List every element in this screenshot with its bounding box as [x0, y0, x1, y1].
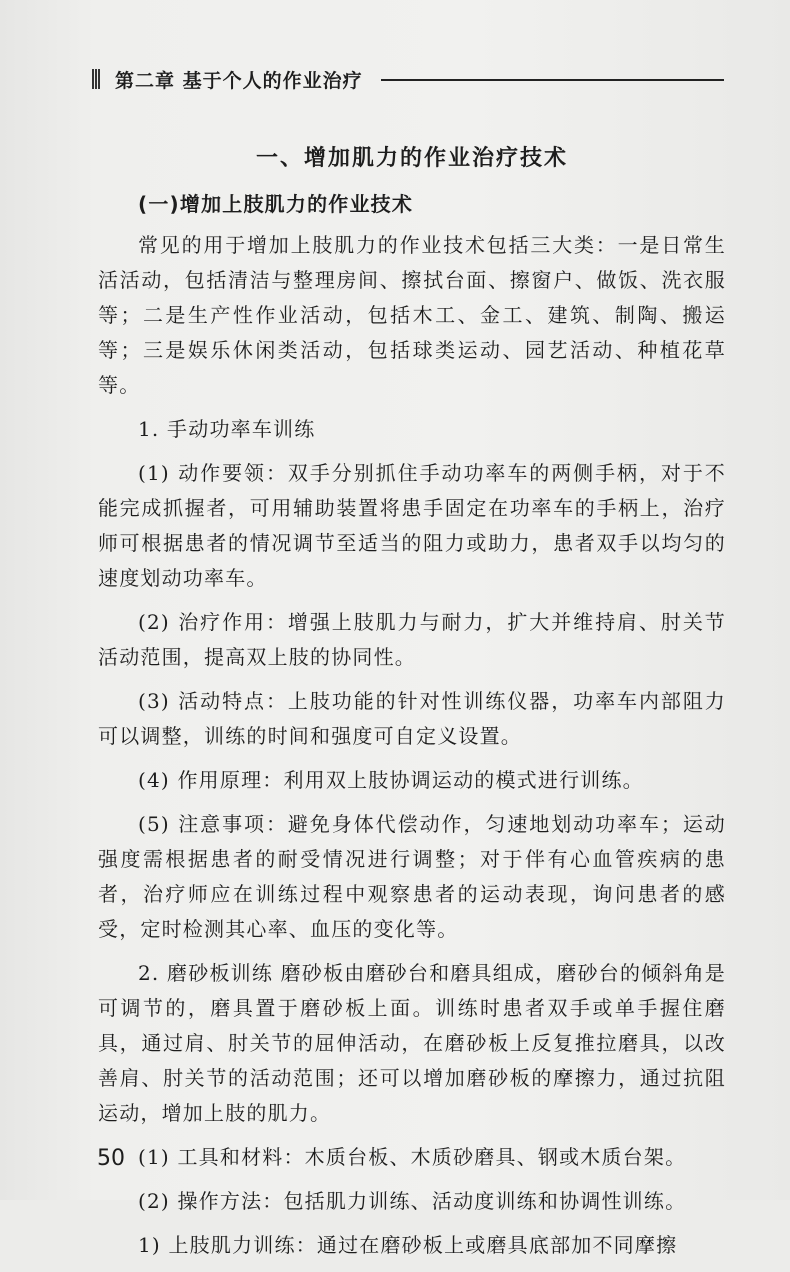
header-rule: [381, 79, 724, 81]
running-head: [92, 64, 724, 94]
paragraph: (2) 治疗作用：增强上肢肌力与耐力，扩大并维持肩、肘关节活动范围，提高双上肢的协同性。: [98, 610, 726, 669]
chapter-title: 第二章 基于个人的作业治疗: [115, 69, 363, 92]
paragraph: (5) 注意事项：避免身体代偿动作，匀速地划动功率车；运动强度需根据患者的耐受情况进行调整；对于伴有心血管疾病的患者，治疗师应在训练过程中观察患者的运动表现，询问患者的感受，定时检测其心率、血压的变化等。: [98, 812, 726, 941]
section-title: 一、增加肌力的作业治疗技术: [255, 145, 568, 171]
paragraph: (4) 作用原理：利用双上肢协调运动的模式进行训练。: [138, 768, 644, 792]
paragraph: (1) 工具和材料：木质台板、木质砂磨具、钢或木质台架。: [138, 1145, 687, 1169]
page-number: 50: [97, 1146, 125, 1171]
subsection-title: (一)增加上肢肌力的作业技术: [138, 192, 414, 216]
paragraph: 2. 磨砂板训练 磨砂板由磨砂台和磨具组成，磨砂台的倾斜角是可调节的，磨具置于磨砂板上面。训练时患者双手或单手握住磨具，通过肩、肘关节的屈伸活动，在磨砂板上反复推拉磨具，以改善肩、肘关节的活动范围；还可以增加磨砂板的摩擦力，通过抗阻运动，增加上肢的肌力。: [98, 961, 726, 1125]
paragraph: (2) 操作方法：包括肌力训练、活动度训练和协调性训练。: [138, 1189, 687, 1213]
chapter-marker-icon: [92, 69, 101, 89]
paragraph: 1) 上肢肌力训练：通过在磨砂板上或磨具底部加不同摩擦: [138, 1233, 678, 1257]
paragraph: (3) 活动特点：上肢功能的针对性训练仪器，功率车内部阻力可以调整，训练的时间和强度可自定义设置。: [98, 689, 726, 748]
paragraph: 1. 手动功率车训练: [138, 417, 316, 441]
paragraph: 常见的用于增加上肢肌力的作业技术包括三大类：一是日常生活活动，包括清洁与整理房间、擦拭台面、擦窗户、做饭、洗衣服等；二是生产性作业活动，包括木工、金工、建筑、制陶、搬运等；三是娱乐休闲类活动，包括球类运动、园艺活动、种植花草等。: [98, 233, 726, 397]
page-body: [98, 138, 726, 1272]
paragraph: (1) 动作要领：双手分别抓住手动功率车的两侧手柄，对于不能完成抓握者，可用辅助装置将患手固定在功率车的手柄上，治疗师可根据患者的情况调节至适当的阻力或助力，患者双手以均匀的速度划动功率车。: [98, 461, 726, 590]
